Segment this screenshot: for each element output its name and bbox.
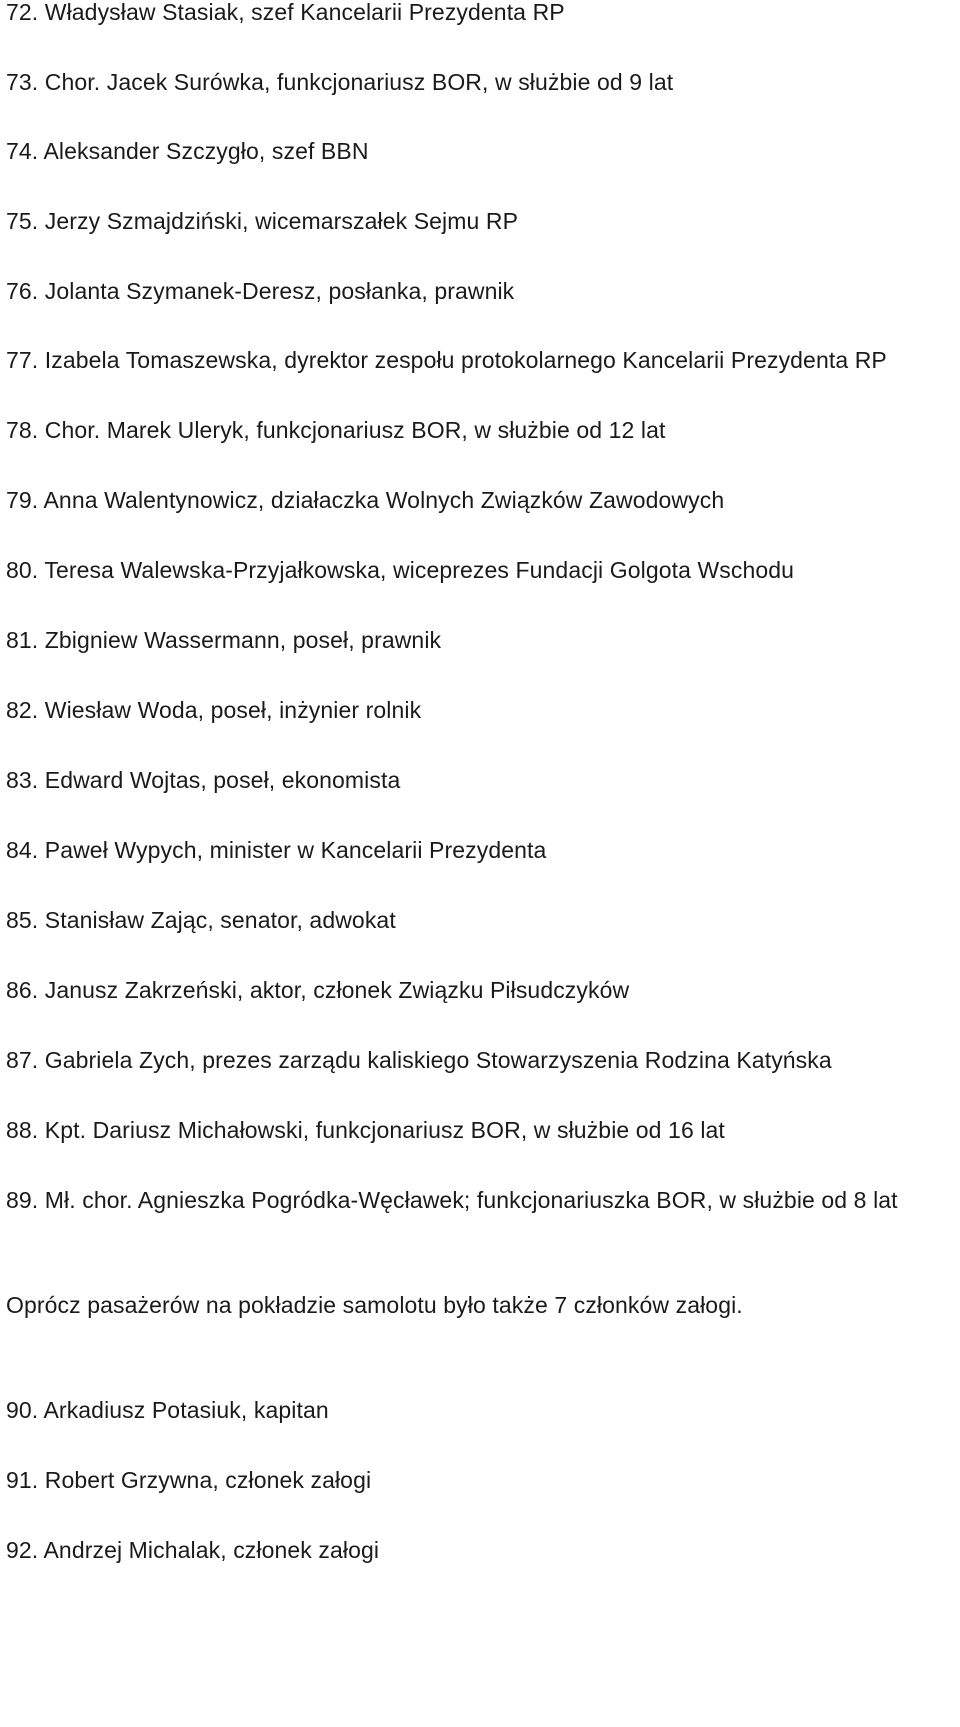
list-item: 87. Gabriela Zych, prezes zarządu kaliskiego Stowarzyszenia Rodzina Katyńska [6,1047,832,1073]
list-item: 83. Edward Wojtas, poseł, ekonomista [6,767,401,793]
list-item: 73. Chor. Jacek Surówka, funkcjonariusz BOR, w służbie od 9 lat [6,69,674,95]
list-item: 72. Władysław Stasiak, szef Kancelarii Prezydenta RP [6,0,565,25]
list-item: 82. Wiesław Woda, poseł, inżynier rolnik [6,697,422,723]
list-item: 77. Izabela Tomaszewska, dyrektor zespołu protokolarnego Kancelarii Prezydenta RP [6,347,887,373]
list-item: 88. Kpt. Dariusz Michałowski, funkcjonariusz BOR, w służbie od 16 lat [6,1117,725,1143]
list-item: 85. Stanisław Zając, senator, adwokat [6,907,396,933]
list-item: 86. Janusz Zakrzeński, aktor, członek Związku Piłsudczyków [6,977,630,1003]
list-item: 79. Anna Walentynowicz, działaczka Wolnych Związków Zawodowych [6,487,725,513]
list-item: 75. Jerzy Szmajdziński, wicemarszałek Sejmu RP [6,208,519,234]
list-item: 80. Teresa Walewska-Przyjałkowska, wiceprezes Fundacji Golgota Wschodu [6,557,795,583]
crew-note: Oprócz pasażerów na pokładzie samolotu było także 7 członków załogi. [6,1292,743,1318]
list-item: 81. Zbigniew Wassermann, poseł, prawnik [6,627,442,653]
list-item: 89. Mł. chor. Agnieszka Pogródka-Węcławek; funkcjonariuszka BOR, w służbie od 8 lat [6,1187,898,1213]
list-item: 74. Aleksander Szczygło, szef BBN [6,138,369,164]
list-item: 92. Andrzej Michalak, członek załogi [6,1537,380,1563]
list-item: 84. Paweł Wypych, minister w Kancelarii Prezydenta [6,837,547,863]
list-item: 91. Robert Grzywna, członek załogi [6,1467,372,1493]
list-item: 78. Chor. Marek Uleryk, funkcjonariusz BOR, w służbie od 12 lat [6,417,666,443]
list-item: 76. Jolanta Szymanek-Deresz, posłanka, prawnik [6,278,515,304]
list-item: 90. Arkadiusz Potasiuk, kapitan [6,1397,329,1423]
